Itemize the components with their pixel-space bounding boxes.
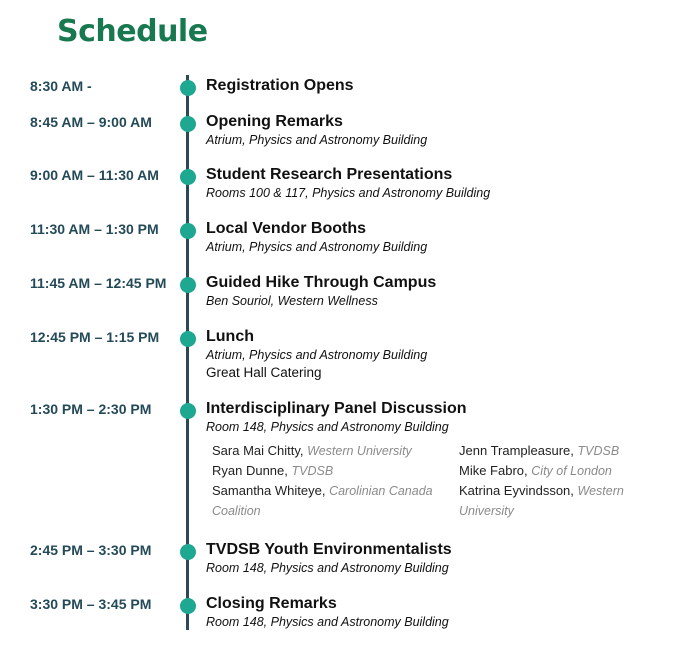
event-caterer: Great Hall Catering <box>206 365 322 380</box>
panelist-list-right <box>459 441 659 521</box>
timeline-dot-icon <box>180 277 196 293</box>
event-location: Room 148, Physics and Astronomy Building <box>206 561 449 575</box>
panelist <box>212 441 452 461</box>
event-title: Opening Remarks <box>206 113 343 130</box>
panelist-name: Samantha Whiteye, <box>212 483 326 498</box>
timeline-dot-icon <box>180 331 196 347</box>
panelist-list-left <box>212 441 452 521</box>
panelist-name: Sara Mai Chitty, <box>212 443 304 458</box>
timeline-dot-icon <box>180 544 196 560</box>
event-time: 2:45 PM – 3:30 PM <box>30 542 152 558</box>
panelist <box>212 481 452 521</box>
event-location: Ben Souriol, Western Wellness <box>206 294 378 308</box>
event-time: 12:45 PM – 1:15 PM <box>30 329 160 345</box>
event-title: Local Vendor Booths <box>206 220 367 237</box>
timeline-dot-icon <box>180 80 196 96</box>
page-title: Schedule <box>57 14 208 49</box>
event-title: Registration Opens <box>206 77 354 94</box>
panelist-org: Carolinian Canada Coalition <box>212 484 433 518</box>
event-time: 9:00 AM – 11:30 AM <box>30 167 159 183</box>
event-title: Interdisciplinary Panel Discussion <box>206 400 467 417</box>
event-location: Rooms 100 & 117, Physics and Astronomy Building <box>206 186 491 200</box>
timeline-dot-icon <box>180 116 196 132</box>
panelist-org: TVDSB <box>291 464 334 478</box>
event-location: Room 148, Physics and Astronomy Building <box>206 420 449 434</box>
event-location: Atrium, Physics and Astronomy Building <box>206 348 428 362</box>
timeline-dot-icon <box>180 223 196 239</box>
event-time: 8:45 AM – 9:00 AM <box>30 114 152 130</box>
panelist-name: Katrina Eyvindsson, <box>459 483 574 498</box>
event-time: 3:30 PM – 3:45 PM <box>30 596 152 612</box>
event-time: 11:45 AM – 12:45 PM <box>30 275 167 291</box>
panelist <box>459 481 659 521</box>
event-title: Student Research Presentations <box>206 166 453 183</box>
panelist-name: Ryan Dunne, <box>212 463 288 478</box>
panelist-org: Western University <box>459 484 624 518</box>
panelist-org: TVDSB <box>577 444 620 458</box>
event-time: 1:30 PM – 2:30 PM <box>30 401 152 417</box>
panelist-org: City of London <box>531 464 612 478</box>
timeline-dot-icon <box>180 403 196 419</box>
timeline-dot-icon <box>180 169 196 185</box>
event-location: Atrium, Physics and Astronomy Building <box>206 240 428 254</box>
event-time: 11:30 AM – 1:30 PM <box>30 221 159 237</box>
event-title: Lunch <box>206 328 254 345</box>
event-title: Closing Remarks <box>206 595 337 612</box>
panelist-name: Jenn Trampleasure, <box>459 443 574 458</box>
panelist <box>459 461 659 481</box>
event-location: Room 148, Physics and Astronomy Building <box>206 615 449 629</box>
panelist-name: Mike Fabro, <box>459 463 528 478</box>
panelist <box>459 441 659 461</box>
event-title: Guided Hike Through Campus <box>206 274 437 291</box>
event-title: TVDSB Youth Environmentalists <box>206 541 452 558</box>
panelist <box>212 461 452 481</box>
panelist-org: Western University <box>307 444 412 458</box>
timeline-dot-icon <box>180 598 196 614</box>
event-time: 8:30 AM - <box>30 78 92 94</box>
event-location: Atrium, Physics and Astronomy Building <box>206 133 428 147</box>
